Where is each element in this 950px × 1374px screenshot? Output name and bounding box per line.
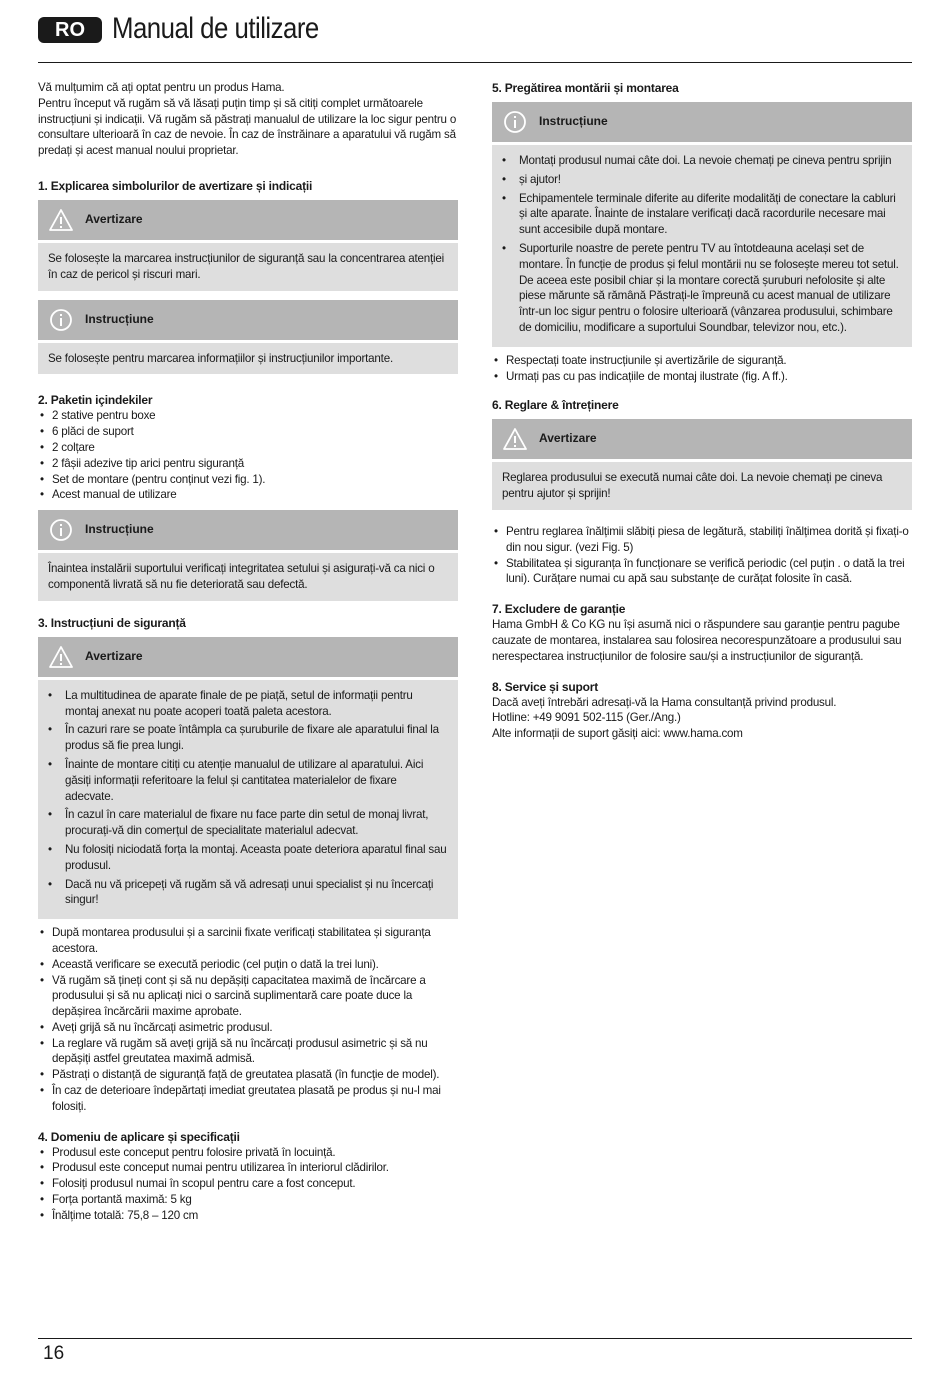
left-column bbox=[38, 80, 458, 1224]
warning-header bbox=[38, 637, 458, 677]
list-item: • Nu folosiți niciodată forța la montaj. Aceasta poate deteriora aparatul final sau produsul. bbox=[38, 842, 448, 874]
list-item: • Pentru reglarea înălțimii slăbiți piesa de legătură, stabiliți înălțimea dorită și fixați-o din nou sigur. (vezi Fig. 5) bbox=[492, 524, 912, 556]
specifications-list bbox=[38, 1145, 458, 1224]
adjustment-list bbox=[492, 524, 912, 587]
note-body bbox=[38, 553, 458, 601]
note-text: Se folosește pentru marcarea informațiilor și instrucțiunilor importante. bbox=[48, 351, 393, 365]
support-website: Alte informații de suport găsiți aici: www.hama.com bbox=[492, 727, 743, 741]
footer-rule bbox=[38, 1338, 912, 1339]
warning-label: Avertizare bbox=[85, 211, 143, 226]
section-2-title: 2. Paketin içindekiler bbox=[38, 393, 153, 408]
warning-body bbox=[38, 680, 458, 919]
section-3-title: 3. Instrucțiuni de siguranță bbox=[38, 615, 186, 630]
list-item: • Echipamentele terminale diferite au diferite modalități de conectare la cabluri și alte aparate. Înainte de instalare verificați dacă racordurile necesare mai sunt accesibile după montare. bbox=[492, 191, 902, 238]
section-6-title: 6. Reglare & întreținere bbox=[492, 398, 619, 413]
list-item: • 2 fâșii adezive tip arici pentru siguranță bbox=[38, 456, 458, 472]
mounting-note-list bbox=[492, 153, 902, 336]
note-label: Instrucțiune bbox=[539, 114, 608, 128]
note-label: Instrucțiune bbox=[85, 522, 154, 537]
warning-triangle-icon bbox=[49, 208, 73, 232]
list-item: • În cazuri rare se poate întâmpla ca șuruburile de fixare ale aparatului final la produs să fie prea lungi. bbox=[38, 722, 448, 754]
page-number: 16 bbox=[43, 1343, 65, 1364]
support-line: Dacă aveți întrebări adresați-vă la Hama consultanță privind produsul. bbox=[492, 695, 837, 709]
list-item: • În cazul în care materialul de fixare nu face parte din setul de monaj livrat, procurați-vă din comerțul de specialitate materialul adecvat. bbox=[38, 807, 448, 839]
list-item: • Stabilitatea și siguranța în funcționare se verifică periodic (cel puțin . o dată la trei luni). Curățare numai cu apă sau substanțe de curățat folosite în casă. bbox=[492, 556, 912, 588]
document-title: Manual de utilizare bbox=[112, 12, 319, 45]
list-item: • Respectați toate instrucțiunile și avertizările de siguranță. bbox=[492, 353, 912, 369]
intro-paragraph: Pentru început vă rugăm să vă lăsați puțin timp și să citiți complet următoarele instrucțiuni și indicații. Vă rugăm să păstrați manualul de utilizare la loc sigur pentru o consultare ulterioară în caz de nevoie. În caz de înstrăinare a aparatului vă rugăm să predați și acest manual noului proprietar. bbox=[38, 96, 457, 158]
note-body bbox=[492, 145, 912, 347]
list-item: • La multitudinea de aparate finale de pe piață, setul de informații pentru montaj anexat nu poate acoperi toată paleta acestora. bbox=[38, 688, 448, 720]
warning-triangle-icon bbox=[503, 427, 527, 451]
list-item: • Înălțime totală: 75,8 – 120 cm bbox=[38, 1208, 458, 1224]
intro-line: Vă mulțumim că ați optat pentru un produs Hama. bbox=[38, 81, 285, 94]
warning-label: Avertizare bbox=[85, 648, 143, 663]
list-item: • Înainte de montare citiți cu atenție manualul de utilizare al aparatului. Aici găsiți informații referitoare la felul și cantitatea materialelor de fixare adecvate. bbox=[38, 757, 448, 804]
list-item: • Aveți grijă să nu încărcați asimetric produsul. bbox=[38, 1020, 458, 1036]
note-header bbox=[38, 510, 458, 550]
right-column bbox=[492, 80, 912, 742]
list-item: • 6 plăci de suport bbox=[38, 424, 458, 440]
section-4-title: 4. Domeniu de aplicare și specificații bbox=[38, 1129, 240, 1144]
package-contents-list bbox=[38, 408, 458, 503]
note-text: Înaintea instalării suportului verificați integritatea setului și asigurați-vă ca nici o componentă livrată să nu fie deteriorată sau defectă. bbox=[48, 562, 435, 591]
mounting-list bbox=[492, 353, 912, 385]
list-item: • Produsul este conceput pentru folosire privată în locuință. bbox=[38, 1145, 458, 1161]
language-badge: RO bbox=[38, 17, 102, 43]
warning-triangle-icon bbox=[49, 645, 73, 669]
hotline: Hotline: +49 9091 502-115 (Ger./Ang.) bbox=[492, 711, 681, 725]
info-icon bbox=[503, 110, 527, 134]
warning-body bbox=[38, 243, 458, 291]
list-item: • Păstrați o distanță de siguranță față de greutatea plasată (în funcție de model). bbox=[38, 1067, 458, 1083]
safety-list bbox=[38, 925, 458, 1115]
list-item: • La reglare vă rugăm să aveți grijă să nu încărcați produsul asimetric și să nu depășiți astfel greutatea maximă admisă. bbox=[38, 1036, 458, 1068]
list-item: • După montarea produsului și a sarcinii fixate verificați stabilitatea și siguranța acestora. bbox=[38, 925, 458, 957]
warning-header bbox=[492, 419, 912, 459]
list-item: • 2 colțare bbox=[38, 440, 458, 456]
warning-text: Reglarea produsului se execută numai câte doi. La nevoie chemați pe cineva pentru ajutor și sprijin! bbox=[502, 471, 883, 501]
list-item: • Acest manual de utilizare bbox=[38, 487, 458, 503]
section-7-title: 7. Excludere de garanție bbox=[492, 602, 626, 617]
section-8-title: 8. Service și suport bbox=[492, 679, 599, 694]
note-body bbox=[38, 343, 458, 375]
warning-body bbox=[492, 462, 912, 510]
list-item: • Dacă nu vă pricepeți vă rugăm să vă adresați unui specialist și nu încercați singur! bbox=[38, 877, 448, 909]
list-item: • Set de montare (pentru conținut vezi fig. 1). bbox=[38, 472, 458, 488]
list-item: • Folosiți produsul numai în scopul pentru care a fost conceput. bbox=[38, 1176, 458, 1192]
note-header bbox=[492, 102, 912, 142]
list-item: • și ajutor! bbox=[492, 172, 902, 188]
list-item: • Montați produsul numai câte doi. La nevoie chemați pe cineva pentru sprijin bbox=[492, 153, 902, 169]
section-5-title: 5. Pregătirea montării și montarea bbox=[492, 81, 679, 95]
list-item: • Produsul este conceput numai pentru utilizarea în interiorul clădirilor. bbox=[38, 1160, 458, 1176]
warranty-text: Hama GmbH & Co KG nu își asumă nici o răspundere sau garanție pentru pagube cauzate de montarea, instalarea sau folosirea necorespunzătoare a produsului sau nerespectarea instrucțiunilor de folosire sau/și a instrucțiunilor de siguranță. bbox=[492, 618, 902, 663]
page-header bbox=[38, 14, 912, 63]
list-item: • Suporturile noastre de perete pentru TV au întotdeauna același set de montare. În funcție de produs și felul montării nu se folosește mereu tot setul. De aceea este posibil chiar și la montare corectă șuruburi nefolosite și alte piese mărunte să rămână Păstrați-le împreună cu acest manual de utilizare într-un loc sigur pentru o folosire ulterioară (vânzarea produsului, schimbare de domiciliu, modificare a suportului Soundbar, televizor nou, etc.). bbox=[492, 241, 902, 336]
list-item: • Vă rugăm să țineți cont și să nu depășiți capacitatea maximă de încărcare a produsului și să nu aplicați nici o sarcină suplimentară care poate duce la depășirea încărcării maxime aprobate. bbox=[38, 973, 458, 1020]
list-item: • Urmați pas cu pas indicațiile de montaj ilustrate (fig. A ff.). bbox=[492, 369, 912, 385]
safety-warning-list bbox=[38, 688, 448, 908]
note-header bbox=[38, 300, 458, 340]
warning-header bbox=[38, 200, 458, 240]
list-item: • În caz de deterioare îndepărtați imediat greutatea plasată pe produs și nu-l mai folosiți. bbox=[38, 1083, 458, 1115]
list-item: • Această verificare se execută periodic (cel puțin o dată la trei luni). bbox=[38, 957, 458, 973]
warning-label: Avertizare bbox=[539, 431, 597, 446]
section-1-title: 1. Explicarea simbolurilor de avertizare și indicații bbox=[38, 178, 313, 193]
warning-text: Se folosește la marcarea instrucțiunilor de siguranță sau la concentrarea atenției în caz de pericol și riscuri mari. bbox=[48, 251, 445, 281]
list-item: • 2 stative pentru boxe bbox=[38, 408, 458, 424]
note-label: Instrucțiune bbox=[85, 311, 154, 326]
info-icon bbox=[49, 518, 73, 542]
info-icon bbox=[49, 308, 73, 332]
list-item: • Forța portantă maximă: 5 kg bbox=[38, 1192, 458, 1208]
